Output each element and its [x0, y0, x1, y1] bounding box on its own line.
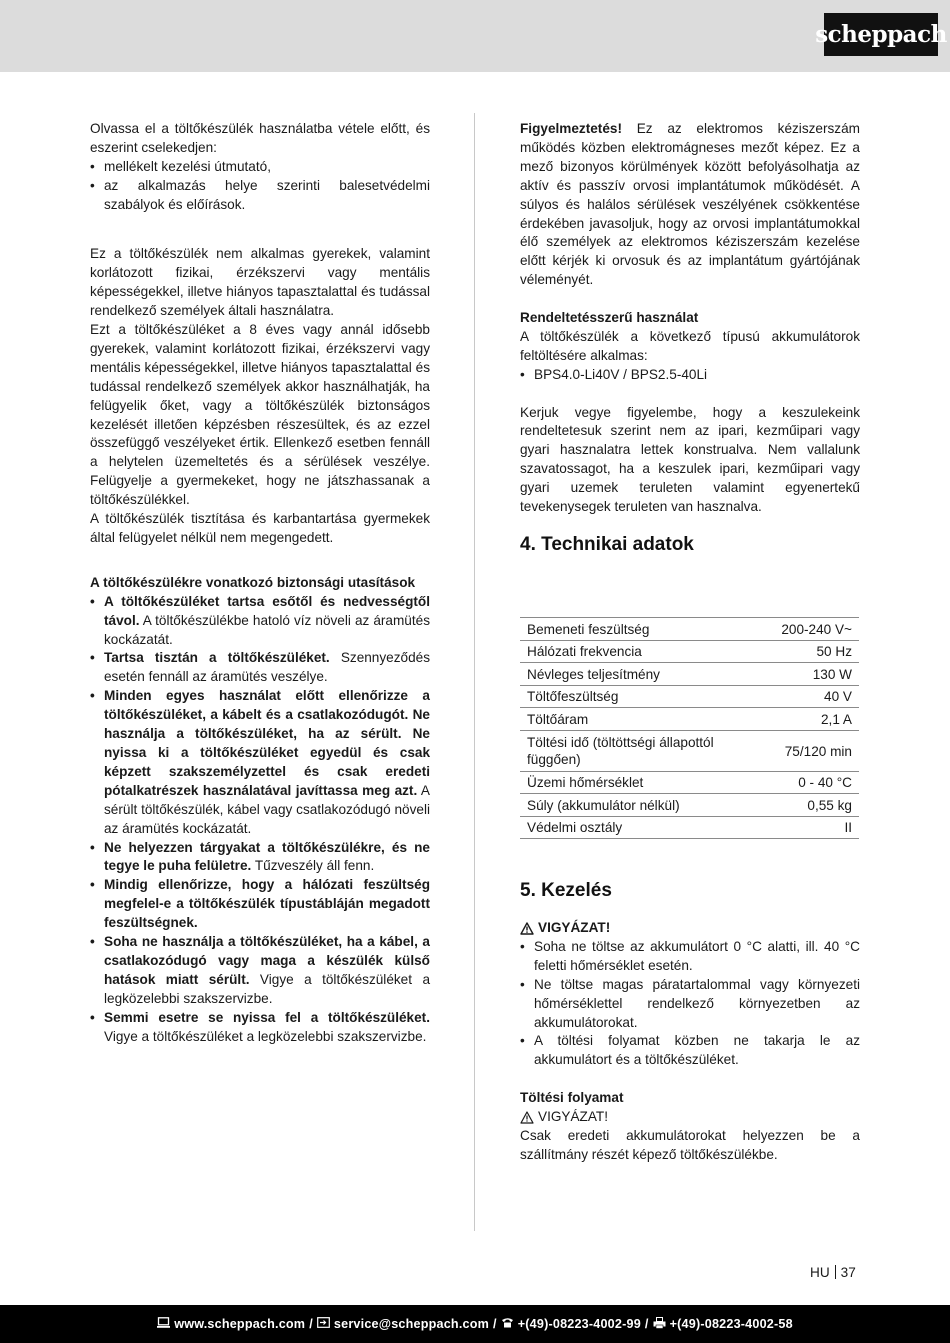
phone-icon — [501, 1317, 514, 1331]
safety-item-bold: Minden egyes használat előtt ellenőrizze a töltőkészüléket, a kábelt és a csatlakozódugót. Ne használja a töltőkészüléket, ha az sérült. Ne nyissa ki a töltőkészüléket egyedül és csak képzett szakszemélyzettel és csak eredeti pótalkatrészek használatával javíttassa meg azt. — [104, 688, 430, 798]
computer-icon — [157, 1317, 170, 1331]
safety-item — [90, 687, 430, 838]
table-row — [520, 685, 859, 708]
page-number — [810, 1264, 856, 1282]
table-row — [520, 730, 859, 771]
safety-item — [90, 933, 430, 1009]
brand-logo: scheppach — [824, 13, 938, 56]
safety-item — [90, 593, 430, 650]
footer-email-link[interactable]: service@scheppach.com — [333, 1317, 490, 1331]
safety-item-bold: Mindig ellenőrizze, hogy a hálózati feszültség megfelel-e a töltőkészülék típustábláján megadott feszültségnek. — [104, 877, 430, 931]
safety-item-bold: Semmi esetre se nyissa fel a töltőkészüléket. — [104, 1009, 430, 1025]
page-number-separator — [835, 1265, 836, 1279]
language-code: HU — [810, 1265, 830, 1280]
table-row — [520, 771, 859, 794]
warning-triangle-icon — [520, 1111, 534, 1124]
intro-list — [90, 158, 430, 215]
tech-value: 130 W — [774, 663, 859, 686]
warning-label: Figyelmeztetés! — [520, 121, 622, 136]
intended-use-list — [520, 366, 860, 385]
tech-label: Töltési idő (töltöttségi állapottól függően) — [520, 730, 774, 771]
page-number-value: 37 — [840, 1265, 856, 1280]
safety-item — [90, 1009, 430, 1047]
tech-label: Töltőfeszültség — [520, 685, 774, 708]
safety-item-text: Tűzveszély áll fenn. — [251, 858, 375, 874]
caution-heading — [520, 919, 860, 938]
paragraph: Ezt a töltőkészüléket a 8 éves vagy annál idősebb gyerekek, valamint korlátozott fizikai, érzékszervi vagy mentális képességekkel, illetve hiányos tapasztalattal és tudással rendelkező személyek akkor használhatják, ha felügyelik őket, vagy a töltőkészülék biztonságos kezelését illetően képzésben részesültek, és az ezzel összefüggő veszélyeket értik. Ellenkező esetben fennáll a helytelen üzemeltetés és a sérülések veszélye. Felügyelje a gyermekeket, hogy ne játszhassanak a töltőkészülékkel. — [90, 322, 430, 508]
footer-separator: / — [644, 1317, 649, 1331]
safety-item — [90, 839, 430, 877]
fax-icon — [653, 1317, 666, 1332]
safety-item-text: Szennyeződés esetén fennáll az áramütés veszélye. — [104, 650, 431, 685]
tech-label: Súly (akkumulátor nélkül) — [520, 794, 774, 817]
footer-separator: / — [493, 1317, 497, 1331]
header-bar — [0, 0, 950, 72]
tech-label: Névleges teljesítmény — [520, 663, 774, 686]
intended-use-text: A töltőkészülék a következő típusú akkumulátorok feltöltésére alkalmas: — [520, 328, 860, 363]
paragraph: Ez a töltőkészülék nem alkalmas gyerekek, valamint korlátozott fizikai, érzékszervi vagy mentális képességekkel, illetve hiányos tapasztalattal és tudással rendelkező személyek általi használatra. — [90, 246, 430, 319]
tech-data-table — [520, 617, 859, 839]
safety-item-bold: Ne helyezzen tárgyakat a töltőkészülékre, és ne tegye le puha felületre. — [104, 839, 430, 874]
charging-caution — [520, 1108, 860, 1127]
tech-value: 2,1 A — [774, 708, 859, 731]
table-row — [520, 794, 859, 817]
tech-value: 50 Hz — [774, 640, 859, 663]
intended-use-heading: Rendeltetésszerű használat — [520, 310, 699, 326]
safety-item-text: A sérült töltőkészülék, kábel vagy csatlakozódugó növeli az áramütés kockázatát. — [104, 782, 430, 836]
safety-heading: A töltőkészülékre vonatkozó biztonsági utasítások — [90, 574, 416, 590]
intro-list-item: • mellékelt kezelési útmutató, — [90, 158, 430, 177]
intro-list-item: • az alkalmazás helye szerinti balesetvédelmi szabályok és előírások. — [90, 177, 430, 215]
safety-item-text: A töltőkészülékbe hatoló víz növeli az áramütés kockázatát. — [104, 612, 430, 647]
intended-use-item: • BPS4.0-Li40V / BPS2.5-40Li — [520, 366, 860, 385]
caution-item: • A töltési folyamat közben ne takarja le az akkumulátort és a töltőkészüléket. — [520, 1032, 860, 1070]
safety-item-bold: A töltőkészüléket tartsa esőtől és nedvességtől távol. — [104, 593, 430, 628]
table-row — [520, 640, 859, 663]
tech-label: Védelmi osztály — [520, 816, 774, 839]
safety-item — [90, 649, 430, 687]
tech-label: Töltőáram — [520, 708, 774, 731]
tech-value: 0,55 kg — [774, 794, 859, 817]
footer-fax: +(49)-08223-4002-58 — [669, 1317, 793, 1331]
tech-value: II — [774, 816, 859, 839]
table-row — [520, 816, 859, 839]
caution-label: VIGYÁZAT! — [538, 920, 611, 935]
emf-warning — [520, 120, 860, 290]
left-column — [90, 120, 430, 1046]
tech-value: 75/120 min — [774, 730, 859, 771]
charging-caution-label: VIGYÁZAT! — [538, 1109, 608, 1125]
safety-item — [90, 876, 430, 933]
footer-separator: / — [309, 1317, 313, 1331]
safety-item-bold: Tartsa tisztán a töltőkészüléket. — [104, 650, 330, 666]
caution-item: • Soha ne töltse az akkumulátort 0 °C alatti, ill. 40 °C feletti hőmérséklet esetén. — [520, 938, 860, 976]
charging-heading: Töltési folyamat — [520, 1090, 624, 1106]
footer-phone: +(49)-08223-4002-99 — [517, 1317, 641, 1331]
warning-triangle-icon — [520, 922, 534, 935]
warning-text: Ez az elektromos kéziszerszám működés közben elektromágneses mezőt képez. Ez a mező bizonyos körülmények között befolyásolhatja az aktív és passzív orvosi implantátumok működését. A súlyos és halálos sérülések veszélyének csökkentése érdekében javasoljuk, hogy az orvosi implantátumokkal élő személyek az elektromos kéziszerszám kezelése előtt kérjék ki orvosuk és az implantátum gyártójának véleményét. — [520, 121, 860, 288]
email-icon — [317, 1317, 330, 1331]
safety-list — [90, 593, 430, 1047]
tech-data-heading: 4. Technikai adatok — [520, 534, 694, 555]
tech-label: Bemeneti feszültség — [520, 618, 774, 641]
table-row — [520, 663, 859, 686]
tech-label: Hálózati frekvencia — [520, 640, 774, 663]
safety-item-text: Vigye a töltőkészüléket a legközelebbi szakszervizbe. — [104, 1028, 427, 1044]
tech-value: 200-240 V~ — [774, 618, 859, 641]
tech-value: 0 - 40 °C — [774, 771, 859, 794]
table-row — [520, 618, 859, 641]
usage-note: Kerjuk vegye figyelembe, hogy a keszulekeink rendeltetesuk szerint nem az ipari, kezműipari vagy gyari hasznalatra lettek konstrualva. Nem vallalunk szavatossagot, ha a keszulek ipari, kezműipari vagy gyari uzemek teruleten valamint egyenertekű tevekenysegek teruleten van hasznalva. — [520, 404, 860, 515]
paragraph: A töltőkészülék tisztítása és karbantartása gyermekek által felügyelet nélkül nem megengedett. — [90, 511, 430, 546]
operation-heading: 5. Kezelés — [520, 880, 612, 901]
footer-bar — [0, 1305, 950, 1343]
caution-list — [520, 938, 860, 1070]
safety-item-text: Vigye a töltőkészüléket a legközelebbi szakszervizbe. — [104, 971, 430, 1006]
intro-text: Olvassa el a töltőkészülék használatba vétele előtt, és eszerint cselekedjen: — [90, 121, 430, 155]
tech-label: Üzemi hőmérséklet — [520, 771, 774, 794]
right-column — [520, 120, 860, 1165]
tech-value: 40 V — [774, 685, 859, 708]
caution-item: • Ne töltse magas páratartalommal vagy környezeti hőmérséklettel rendelkező környezetben az akkumulátorokat. — [520, 976, 860, 1033]
safety-item-bold: Soha ne használja a töltőkészüléket, ha a kábel, a csatlakozódugó vagy maga a készülék külső hatások miatt sérült. — [104, 934, 430, 987]
table-row — [520, 708, 859, 731]
footer-website-link[interactable]: www.scheppach.com — [174, 1317, 306, 1331]
column-divider — [474, 113, 475, 1231]
charging-text: Csak eredeti akkumulátorokat helyezzen be a szállítmány részét képező töltőkészülékbe. — [520, 1127, 860, 1162]
